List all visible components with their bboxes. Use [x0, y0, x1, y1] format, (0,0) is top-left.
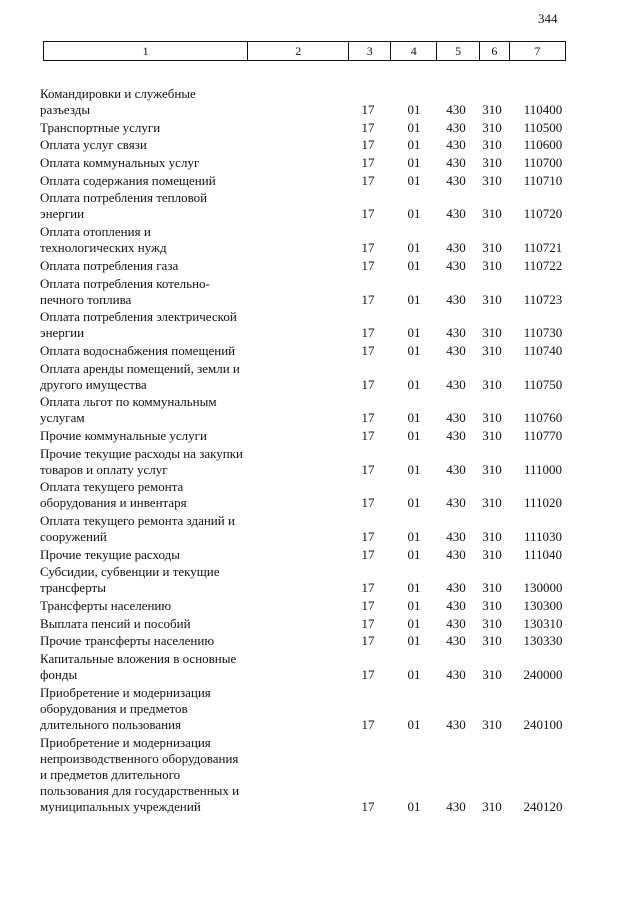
row-name: Оплата содержания помещений [40, 172, 216, 188]
cell-c4: 01 [407, 427, 421, 443]
cell-c3: 17 [361, 342, 375, 358]
table-row [0, 276, 640, 308]
row-values [243, 291, 563, 308]
cell-c6: 310 [482, 615, 502, 631]
cell-c4: 01 [407, 342, 421, 358]
cell-c7: 110740 [523, 342, 563, 358]
cell-c4: 01 [407, 598, 421, 614]
cell-c7: 240100 [523, 716, 563, 732]
cell-c6: 310 [482, 598, 502, 614]
cell-c7: 240120 [523, 798, 563, 814]
cell-c5: 430 [446, 495, 466, 511]
cell-c5: 430 [446, 798, 466, 814]
cell-c7: 110720 [523, 206, 563, 222]
cell-c5: 430 [446, 137, 466, 153]
cell-c5: 430 [446, 325, 466, 341]
table-row [0, 513, 640, 545]
column-header-7: 7 [509, 42, 565, 60]
row-name: Прочие коммунальные услуги [40, 427, 207, 443]
table-row [0, 479, 640, 511]
cell-c7: 110710 [523, 172, 563, 188]
table-row [0, 361, 640, 393]
cell-c3: 17 [361, 291, 375, 307]
cell-c4: 01 [407, 155, 421, 171]
table-row [0, 258, 640, 274]
cell-c4: 01 [407, 798, 421, 814]
cell-c7: 240000 [523, 667, 563, 683]
table-row [0, 428, 640, 444]
cell-c3: 17 [361, 137, 375, 153]
table-row [0, 343, 640, 359]
row-values [243, 798, 563, 815]
cell-c7: 111020 [523, 495, 563, 511]
cell-c4: 01 [407, 410, 421, 426]
cell-c6: 310 [482, 155, 502, 171]
cell-c6: 310 [482, 240, 502, 256]
cell-c6: 310 [482, 119, 502, 135]
cell-c6: 310 [482, 257, 502, 273]
table-row [0, 598, 640, 614]
cell-c5: 430 [446, 172, 466, 188]
cell-c6: 310 [482, 798, 502, 814]
page-number: 344 [538, 11, 558, 26]
cell-c7: 110721 [523, 240, 563, 256]
cell-c6: 310 [482, 633, 502, 649]
row-values [243, 257, 563, 274]
cell-c5: 430 [446, 529, 466, 544]
table-row [0, 633, 640, 649]
cell-c3: 17 [361, 716, 375, 732]
cell-c7: 110730 [523, 325, 563, 341]
cell-c3: 17 [361, 667, 375, 683]
cell-c3: 17 [361, 102, 375, 117]
row-values [243, 376, 563, 393]
cell-c5: 430 [446, 633, 466, 649]
cell-c6: 310 [482, 291, 502, 307]
cell-c4: 01 [407, 615, 421, 631]
cell-c7: 110500 [523, 119, 563, 135]
cell-c3: 17 [361, 546, 375, 562]
cell-c6: 310 [482, 580, 502, 596]
cell-c6: 310 [482, 206, 502, 222]
cell-c4: 01 [407, 495, 421, 511]
cell-c3: 17 [361, 427, 375, 443]
table-row [0, 190, 640, 222]
row-values [243, 240, 563, 256]
column-header-4: 4 [390, 42, 436, 60]
row-name: Командировки и служебные разъезды [40, 86, 196, 117]
cell-c4: 01 [407, 667, 421, 683]
cell-c5: 430 [446, 257, 466, 273]
cell-c4: 01 [407, 240, 421, 256]
cell-c3: 17 [361, 257, 375, 273]
cell-c6: 310 [482, 137, 502, 153]
cell-c4: 01 [407, 461, 421, 477]
cell-c6: 310 [482, 427, 502, 443]
cell-c4: 01 [407, 633, 421, 649]
row-values [243, 206, 563, 222]
cell-c6: 310 [482, 342, 502, 358]
cell-c4: 01 [407, 580, 421, 596]
row-name: Оплата аренды помещений, земли и другого имущества [40, 360, 240, 392]
cell-c6: 310 [482, 410, 502, 426]
row-values [243, 410, 563, 426]
cell-c5: 430 [446, 376, 466, 392]
row-values [243, 598, 563, 614]
column-header-6: 6 [479, 42, 509, 60]
column-header-5: 5 [436, 42, 479, 60]
cell-c3: 17 [361, 798, 375, 814]
row-values [243, 546, 563, 563]
row-name: Оплата текущего ремонта зданий и сооружений [40, 513, 235, 544]
cell-c3: 17 [361, 615, 375, 631]
row-values [243, 137, 563, 153]
cell-c7: 110722 [523, 257, 563, 273]
column-header-2: 2 [247, 42, 348, 60]
cell-c7: 110600 [523, 137, 563, 153]
row-name: Оплата коммунальных услуг [40, 155, 200, 171]
table-row [0, 173, 640, 189]
table-body [0, 86, 640, 816]
cell-c4: 01 [407, 257, 421, 273]
cell-c7: 130310 [523, 615, 563, 631]
column-header-row [43, 41, 566, 61]
cell-c6: 310 [482, 172, 502, 188]
cell-c5: 430 [446, 461, 466, 477]
row-name: Оплата потребления котельно-печного топлива [40, 275, 210, 307]
cell-c3: 17 [361, 155, 375, 171]
row-values [243, 325, 563, 341]
cell-c5: 430 [446, 240, 466, 256]
row-values [243, 155, 563, 171]
cell-c6: 310 [482, 529, 502, 544]
cell-c4: 01 [407, 529, 421, 544]
cell-c5: 430 [446, 427, 466, 443]
row-name: Выплата пенсий и пособий [40, 615, 191, 631]
cell-c7: 110400 [523, 102, 563, 117]
cell-c3: 17 [361, 172, 375, 188]
table-row [0, 86, 640, 118]
cell-c6: 310 [482, 546, 502, 562]
cell-c4: 01 [407, 137, 421, 153]
row-values [243, 119, 563, 136]
cell-c5: 430 [446, 119, 466, 135]
cell-c5: 430 [446, 342, 466, 358]
cell-c3: 17 [361, 119, 375, 135]
cell-c3: 17 [361, 495, 375, 511]
cell-c5: 430 [446, 410, 466, 426]
cell-c4: 01 [407, 376, 421, 392]
cell-c7: 111000 [523, 461, 563, 477]
cell-c7: 130000 [523, 580, 563, 596]
cell-c7: 130330 [523, 633, 563, 649]
cell-c5: 430 [446, 580, 466, 596]
cell-c4: 01 [407, 325, 421, 341]
cell-c7: 110700 [523, 155, 563, 171]
cell-c5: 430 [446, 667, 466, 683]
row-name: Субсидии, субвенции и текущие трансферты [40, 564, 220, 596]
cell-c3: 17 [361, 461, 375, 477]
row-name: Приобретение и модернизация оборудования и предметов длительного пользования [40, 684, 211, 732]
cell-c5: 430 [446, 155, 466, 171]
row-name: Оплата потребления тепловой энергии [40, 190, 208, 222]
cell-c5: 430 [446, 291, 466, 307]
row-name: Оплата потребления электрической энергии [40, 309, 237, 341]
table-row [0, 616, 640, 632]
cell-c7: 130300 [523, 598, 563, 614]
cell-c5: 430 [446, 546, 466, 562]
row-values [243, 172, 563, 189]
cell-c4: 01 [407, 119, 421, 135]
row-values [243, 427, 563, 444]
cell-c3: 17 [361, 633, 375, 649]
cell-c4: 01 [407, 206, 421, 222]
row-name: Транспортные услуги [40, 119, 161, 135]
row-values [243, 529, 563, 545]
table-row [0, 446, 640, 478]
cell-c5: 430 [446, 206, 466, 222]
row-values [243, 102, 563, 118]
cell-c3: 17 [361, 240, 375, 256]
column-header-3: 3 [348, 42, 390, 60]
row-values [243, 615, 563, 632]
cell-c4: 01 [407, 716, 421, 732]
row-name: Оплата текущего ремонта оборудования и инвентаря [40, 479, 187, 511]
row-values [243, 667, 563, 683]
table-row [0, 137, 640, 153]
cell-c7: 110750 [523, 376, 563, 392]
cell-c4: 01 [407, 102, 421, 117]
row-name: Капитальные вложения в основные фонды [40, 651, 237, 683]
row-name: Прочие текущие расходы на закупки товаров и оплату услуг [40, 445, 243, 477]
cell-c6: 310 [482, 102, 502, 117]
cell-c6: 310 [482, 461, 502, 477]
cell-c6: 310 [482, 376, 502, 392]
row-values [243, 495, 563, 511]
table-row [0, 651, 640, 683]
cell-c4: 01 [407, 546, 421, 562]
table-row [0, 394, 640, 426]
table-row [0, 564, 640, 596]
cell-c3: 17 [361, 206, 375, 222]
cell-c7: 110770 [523, 427, 563, 443]
row-values [243, 580, 563, 596]
row-name: Трансферты населению [40, 598, 172, 614]
table-row [0, 120, 640, 136]
table-row [0, 155, 640, 171]
cell-c5: 430 [446, 716, 466, 732]
cell-c7: 110723 [523, 291, 563, 307]
row-name: Приобретение и модернизация непроизводственного оборудования и предметов длительного пользования для государственных и муниципальных учреждений [40, 734, 240, 814]
cell-c7: 111040 [523, 546, 563, 562]
cell-c7: 110760 [523, 410, 563, 426]
cell-c3: 17 [361, 325, 375, 341]
cell-c6: 310 [482, 667, 502, 683]
row-name: Оплата потребления газа [40, 257, 179, 273]
cell-c3: 17 [361, 410, 375, 426]
row-values [243, 342, 563, 359]
row-values [243, 633, 563, 649]
cell-c3: 17 [361, 376, 375, 392]
cell-c5: 430 [446, 598, 466, 614]
table-row [0, 547, 640, 563]
cell-c6: 310 [482, 325, 502, 341]
cell-c6: 310 [482, 716, 502, 732]
cell-c3: 17 [361, 598, 375, 614]
cell-c5: 430 [446, 102, 466, 117]
column-header-1: 1 [142, 44, 149, 58]
row-values [243, 461, 563, 478]
row-name: Прочие трансферты населению [40, 633, 215, 649]
table-row [0, 685, 640, 733]
cell-c6: 310 [482, 495, 502, 511]
row-name: Оплата водоснабжения помещений [40, 342, 236, 358]
table-row [0, 309, 640, 341]
cell-c5: 430 [446, 615, 466, 631]
cell-c3: 17 [361, 580, 375, 596]
row-name: Оплата услуг связи [40, 137, 147, 153]
cell-c7: 111030 [523, 529, 563, 544]
row-name: Оплата льгот по коммунальным услугам [40, 394, 217, 426]
cell-c4: 01 [407, 291, 421, 307]
row-name: Оплата отопления и технологических нужд [40, 224, 167, 256]
table-row [0, 224, 640, 256]
row-values [243, 716, 563, 733]
row-name: Прочие текущие расходы [40, 546, 180, 562]
cell-c4: 01 [407, 172, 421, 188]
table-row [0, 735, 640, 815]
cell-c3: 17 [361, 529, 375, 544]
